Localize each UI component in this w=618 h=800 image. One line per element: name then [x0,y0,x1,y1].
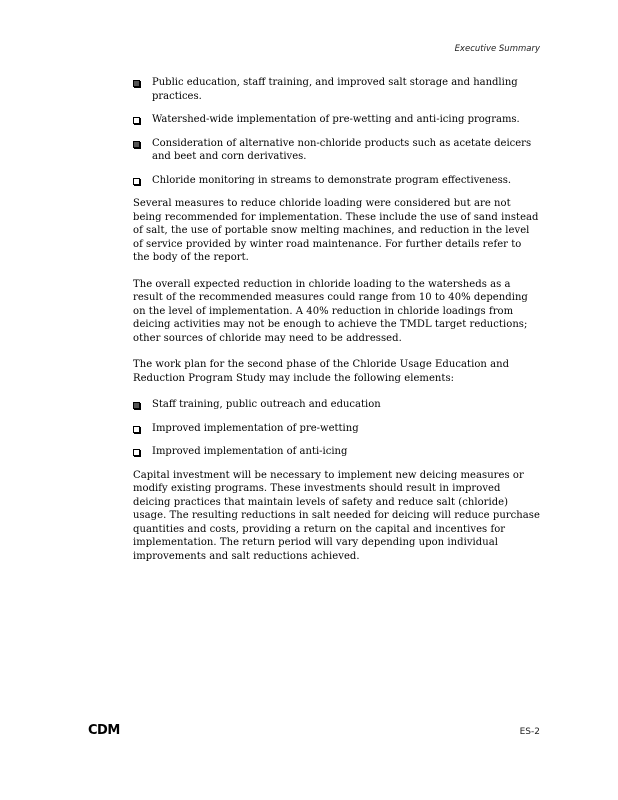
paragraph-expected-reduction: The overall expected reduction in chloride loading to the watersheds as a result of the recommended measures could range from 10 to 40% depending on the level of implementation. A 40% reduction in chloride loadings from deicing activities may not be enough to achieve the TMDL target reductions; other sources of chloride may need to be addressed. [133,278,528,344]
paragraph-measures-not-recommended: Several measures to reduce chloride loading were considered but are not being recommended for implementation. These include the use of sand instead of salt, the use of portable snow melting machines, and reduction in the level of service provided by winter road maintenance. For further details refer to the body of the report. [133,198,539,263]
paragraph-work-plan-intro: The work plan for the second phase of the Chloride Usage Education and Reduction Program Study may include the following elements: [133,359,510,384]
running-header: Executive Summary [454,44,540,54]
page-number: ES-2 [519,727,540,737]
list-item [133,445,541,459]
list-item-text: Consideration of alternative non-chloride products such as acetate deicers and beet and corn derivatives. [152,137,532,162]
list-item [133,113,541,127]
cdm-logo: CDM [88,723,120,738]
recommended-measures-list [133,76,541,187]
list-item-text: Improved implementation of pre-wetting [152,422,359,434]
list-item-text: Chloride monitoring in streams to demonstrate program effectiveness. [152,174,512,186]
list-item [133,174,541,188]
square-bullet-icon [133,449,140,456]
list-item [133,422,541,436]
list-item-text: Improved implementation of anti-icing [152,446,348,457]
square-bullet-icon [133,117,140,124]
list-item-text: Watershed-wide implementation of pre-wetting and anti-icing programs. [152,114,520,125]
list-item-text: Staff training, public outreach and education [152,399,381,410]
list-item-text: Public education, staff training, and improved salt storage and handling practices. [152,77,518,102]
list-item [133,76,541,103]
square-bullet-icon [133,178,140,185]
work-plan-elements-list [133,398,541,459]
list-item [133,398,541,412]
list-item [133,137,541,164]
square-bullet-icon [133,402,140,409]
paragraph-capital-investment: Capital investment will be necessary to implement new deicing measures or modify existing programs. These investments should result in improved deicing practices that maintain levels of safety and reduce salt (chloride) usage. The resulting reductions in salt needed for deicing will reduce purchase quantities and costs, providing a return on the capital and incentives for implementation. The return period will vary depending upon individual improvements and salt reductions achieved. [133,469,540,562]
square-bullet-icon [133,141,140,148]
square-bullet-icon [133,426,140,433]
square-bullet-icon [133,80,140,87]
document-body [133,76,541,576]
